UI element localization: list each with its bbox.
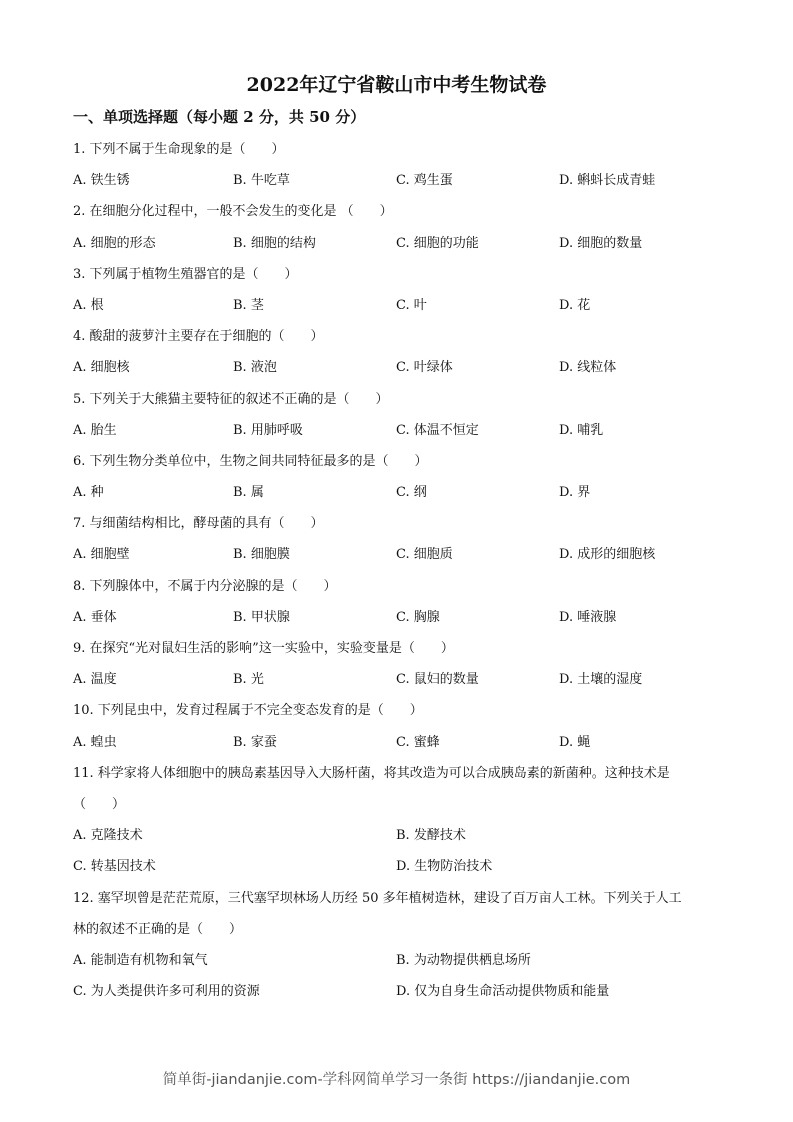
answer-option[interactable]: A. 根 (73, 297, 104, 313)
question-stem: 3. 下列属于植物生殖器官的是（ ） (73, 266, 298, 282)
options-row (73, 539, 733, 570)
options-row (73, 477, 733, 508)
question-stem: 林的叙述不正确的是（ ） (73, 921, 243, 937)
answer-option[interactable]: D. 土壤的湿度 (559, 672, 643, 688)
answer-option[interactable]: D. 蝌蚪长成青蛙 (559, 173, 656, 189)
page-title: 2022年辽宁省鞍山市中考生物试卷 (246, 74, 547, 96)
question-stem: 8. 下列腺体中，不属于内分泌腺的是（ ） (73, 578, 337, 594)
answer-option[interactable]: B. 茎 (233, 297, 264, 313)
question-stem: 10. 下列昆虫中，发育过程属于不完全变态发育的是（ ） (73, 703, 423, 719)
options-row (73, 352, 733, 383)
answer-option[interactable]: B. 光 (233, 672, 264, 688)
answer-option[interactable]: A. 种 (73, 485, 104, 501)
answer-option[interactable]: D. 仅为自身生命活动提供物质和能量 (396, 984, 610, 1000)
answer-option[interactable]: C. 细胞质 (396, 547, 453, 563)
answer-option[interactable]: B. 细胞的结构 (233, 235, 316, 251)
answer-option[interactable]: D. 细胞的数量 (559, 235, 643, 251)
options-row (73, 945, 733, 976)
answer-option[interactable]: C. 叶 (396, 297, 427, 313)
answer-option[interactable]: C. 转基因技术 (73, 859, 156, 875)
answer-option[interactable]: D. 生物防治技术 (396, 859, 493, 875)
answer-option[interactable]: C. 纲 (396, 485, 427, 501)
question-stem: 9. 在探究“光对鼠妇生活的影响”这一实验中，实验变量是（ ） (73, 641, 454, 656)
options-row (73, 976, 733, 1007)
question-stem: 11. 科学家将人体细胞中的胰岛素基因导入大肠杆菌，将其改造为可以合成胰岛素的新菌种。这种技术是 (73, 765, 670, 781)
answer-option[interactable]: B. 液泡 (233, 360, 277, 376)
question-stem: 7. 与细菌结构相比，酵母菌的具有（ ） (73, 516, 324, 532)
section-heading: 一、单项选择题（每小题 2 分，共 50 分） (73, 108, 366, 126)
answer-option[interactable]: A. 能制造有机物和氧气 (73, 952, 208, 968)
options-row (73, 664, 733, 695)
answer-option[interactable]: C. 蜜蜂 (396, 734, 440, 750)
answer-option[interactable]: D. 线粒体 (559, 360, 617, 376)
options-row (73, 851, 733, 882)
options-row (73, 165, 733, 196)
answer-option[interactable]: C. 叶绿体 (396, 360, 453, 376)
options-row (73, 415, 733, 446)
answer-option[interactable]: D. 成形的细胞核 (559, 547, 656, 563)
answer-option[interactable]: D. 唾液腺 (559, 609, 617, 625)
answer-option[interactable]: B. 发酵技术 (396, 828, 466, 844)
question-stem: 4. 酸甜的菠萝汁主要存在于细胞的（ ） (73, 329, 324, 345)
answer-option[interactable]: D. 界 (559, 485, 591, 501)
answer-option[interactable]: A. 垂体 (73, 609, 117, 625)
answer-option[interactable]: A. 细胞的形态 (73, 235, 156, 251)
answer-option[interactable]: B. 用肺呼吸 (233, 422, 303, 438)
options-row (73, 290, 733, 321)
answer-option[interactable]: C. 细胞的功能 (396, 235, 479, 251)
answer-option[interactable]: A. 细胞壁 (73, 547, 130, 563)
options-row (73, 228, 733, 259)
answer-option[interactable]: C. 体温不恒定 (396, 422, 479, 438)
answer-option[interactable]: C. 为人类提供许多可利用的资源 (73, 984, 260, 1000)
options-row (73, 727, 733, 758)
answer-option[interactable]: C. 鸡生蛋 (396, 173, 453, 189)
options-row (73, 820, 733, 851)
question-stem: 12. 塞罕坝曾是茫茫荒原，三代塞罕坝林场人历经 50 多年植树造林，建设了百万亩人工林。下列关于人工 (73, 890, 682, 906)
answer-option[interactable]: B. 为动物提供栖息场所 (396, 952, 531, 968)
answer-option[interactable]: A. 铁生锈 (73, 173, 130, 189)
answer-option[interactable]: C. 胸腺 (396, 609, 440, 625)
answer-option[interactable]: B. 家蚕 (233, 734, 277, 750)
question-stem: 1. 下列不属于生命现象的是（ ） (73, 142, 285, 157)
question-stem: 5. 下列关于大熊猫主要特征的叙述不正确的是（ ） (73, 391, 389, 407)
question-stem: 2. 在细胞分化过程中，一般不会发生的变化是 （ ） (73, 204, 393, 220)
answer-option[interactable]: A. 细胞核 (73, 360, 130, 376)
question-stem: 6. 下列生物分类单位中，生物之间共同特征最多的是（ ） (73, 453, 428, 469)
answer-option[interactable]: A. 温度 (73, 672, 117, 688)
footer-watermark: 简单街-jiandanjie.com-学科网简单学习一条街 https://jiandanjie.com (162, 1072, 631, 1088)
answer-option[interactable]: B. 甲状腺 (233, 609, 290, 625)
answer-option[interactable]: B. 细胞膜 (233, 547, 290, 563)
answer-option[interactable]: D. 哺乳 (559, 422, 604, 438)
answer-option[interactable]: C. 鼠妇的数量 (396, 672, 479, 688)
answer-option[interactable]: A. 胎生 (73, 422, 117, 438)
answer-option[interactable]: D. 花 (559, 297, 591, 313)
answer-option[interactable]: B. 牛吃草 (233, 173, 290, 189)
answer-option[interactable]: A. 蝗虫 (73, 734, 117, 750)
question-stem: （ ） (73, 796, 126, 812)
question-list (73, 134, 733, 1007)
answer-option[interactable]: A. 克隆技术 (73, 828, 143, 844)
answer-option[interactable]: B. 属 (233, 485, 264, 501)
answer-option[interactable]: D. 蝇 (559, 734, 591, 750)
options-row (73, 602, 733, 633)
